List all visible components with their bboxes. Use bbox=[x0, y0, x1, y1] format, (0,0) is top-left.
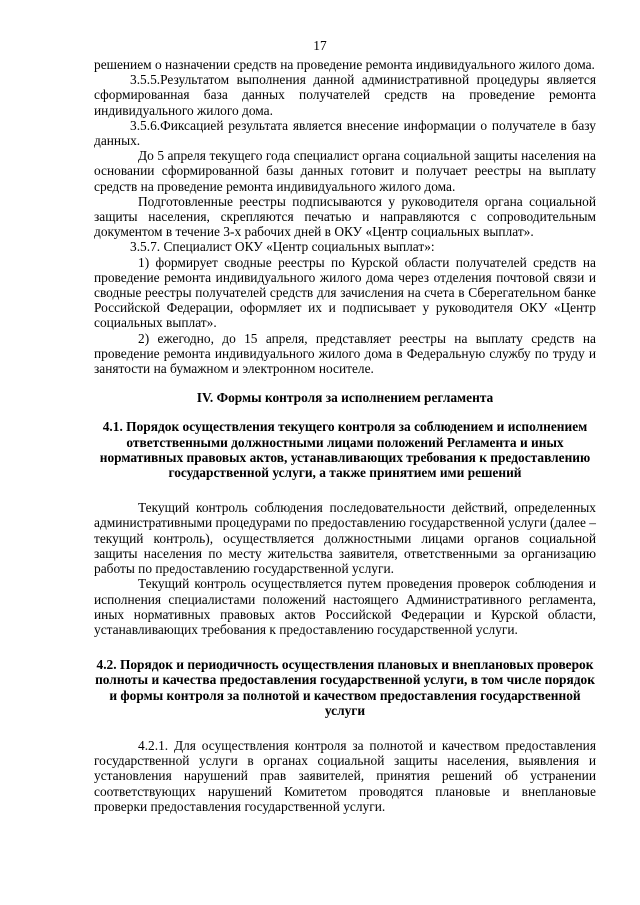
paragraph-3-5-6: 3.5.6.Фиксацией результата является внесение информации о получателе в базу данных. bbox=[94, 117, 596, 149]
paragraph-deadline-april-5: До 5 апреля текущего года специалист органа социальной защиты населения на основании сформированной базы данных готовит и получает реестры на выплату средств на проведение ремонта индивидуального жилого дома. bbox=[94, 148, 596, 194]
section-iv-title: IV. Формы контроля за исполнением регламента bbox=[196, 390, 494, 406]
paragraph-registers-signed: Подготовленные реестры подписываются у руководителя органа социальной защиты населения, скрепляются печатью и направляются с сопроводительным документом в течение 3-х рабочих дней в ОКУ «Центр социальных выплат». bbox=[94, 193, 596, 240]
page-number: 17 bbox=[313, 38, 327, 53]
subsection-4-2-title: 4.2. Порядок и периодичность осуществления плановых и внеплановых проверок полноты и качества предоставления государственной услуги, в том числе порядок и формы контроля за полнотой и качеством предоставления государственной услуги bbox=[95, 657, 595, 718]
list-item-1: 1) формирует сводные реестры по Курской области получателей средств на проведение ремонта индивидуального жилого дома через отделения почтовой связи и сводные реестры получателей средств для зачисления на счета в Сберегательном банке Российской Федерации, оформляет их и подписывает у руководителя ОКУ «Центр социальных выплат». bbox=[94, 254, 596, 331]
subsection-4-1-paragraph-1: Текущий контроль соблюдения последовательности действий, определенных административными процедурами по предоставлению государственной услуги (далее – текущий контроль), осуществляется должностными лицами органов социальной защиты населения по месту жительства заявителя, ответственными за организацию работы по предоставлению государственной услуги. bbox=[94, 500, 596, 577]
paragraph-continuation: решением о назначении средств на проведение ремонта индивидуального жилого дома. bbox=[94, 57, 595, 72]
paragraph-3-5-7: 3.5.7. Специалист ОКУ «Центр социальных выплат»: bbox=[130, 239, 435, 255]
paragraph-3-5-5: 3.5.5.Результатом выполнения данной административной процедуры является сформированная база данных получателей средств на проведение ремонта индивидуального жилого дома. bbox=[94, 72, 596, 118]
subsection-4-1-title: 4.1. Порядок осуществления текущего контроля за соблюдением и исполнением ответственными должностными лицами положений Регламента и иных нормативных правовых актов, устанавливающих требования к предоставлению государственной услуги, а также принятием ими решений bbox=[99, 419, 591, 481]
subsection-4-1-paragraph-2: Текущий контроль осуществляется путем проведения проверок соблюдения и исполнения специалистами положений настоящего Административного регламента, иных нормативных правовых актов Российской Федерации и Курской области, устанавливающих требования к предоставлению государственной услуги. bbox=[94, 576, 596, 637]
subsection-4-2-paragraph-1: 4.2.1. Для осуществления контроля за полнотой и качеством предоставления государственной услуги в органах социальной защиты населения, выявления и установления нарушений прав заявителей, принятия решений об устранении соответствующих нарушений Комитетом проводятся плановые и внеплановые проверки предоставления государственной услуги. bbox=[94, 737, 596, 814]
list-item-2: 2) ежегодно, до 15 апреля, представляет реестры на выплату средств на проведение ремонта индивидуального жилого дома в Федеральную службу по труду и занятости на бумажном и электронном носителе. bbox=[94, 330, 596, 377]
page-content bbox=[94, 57, 596, 814]
